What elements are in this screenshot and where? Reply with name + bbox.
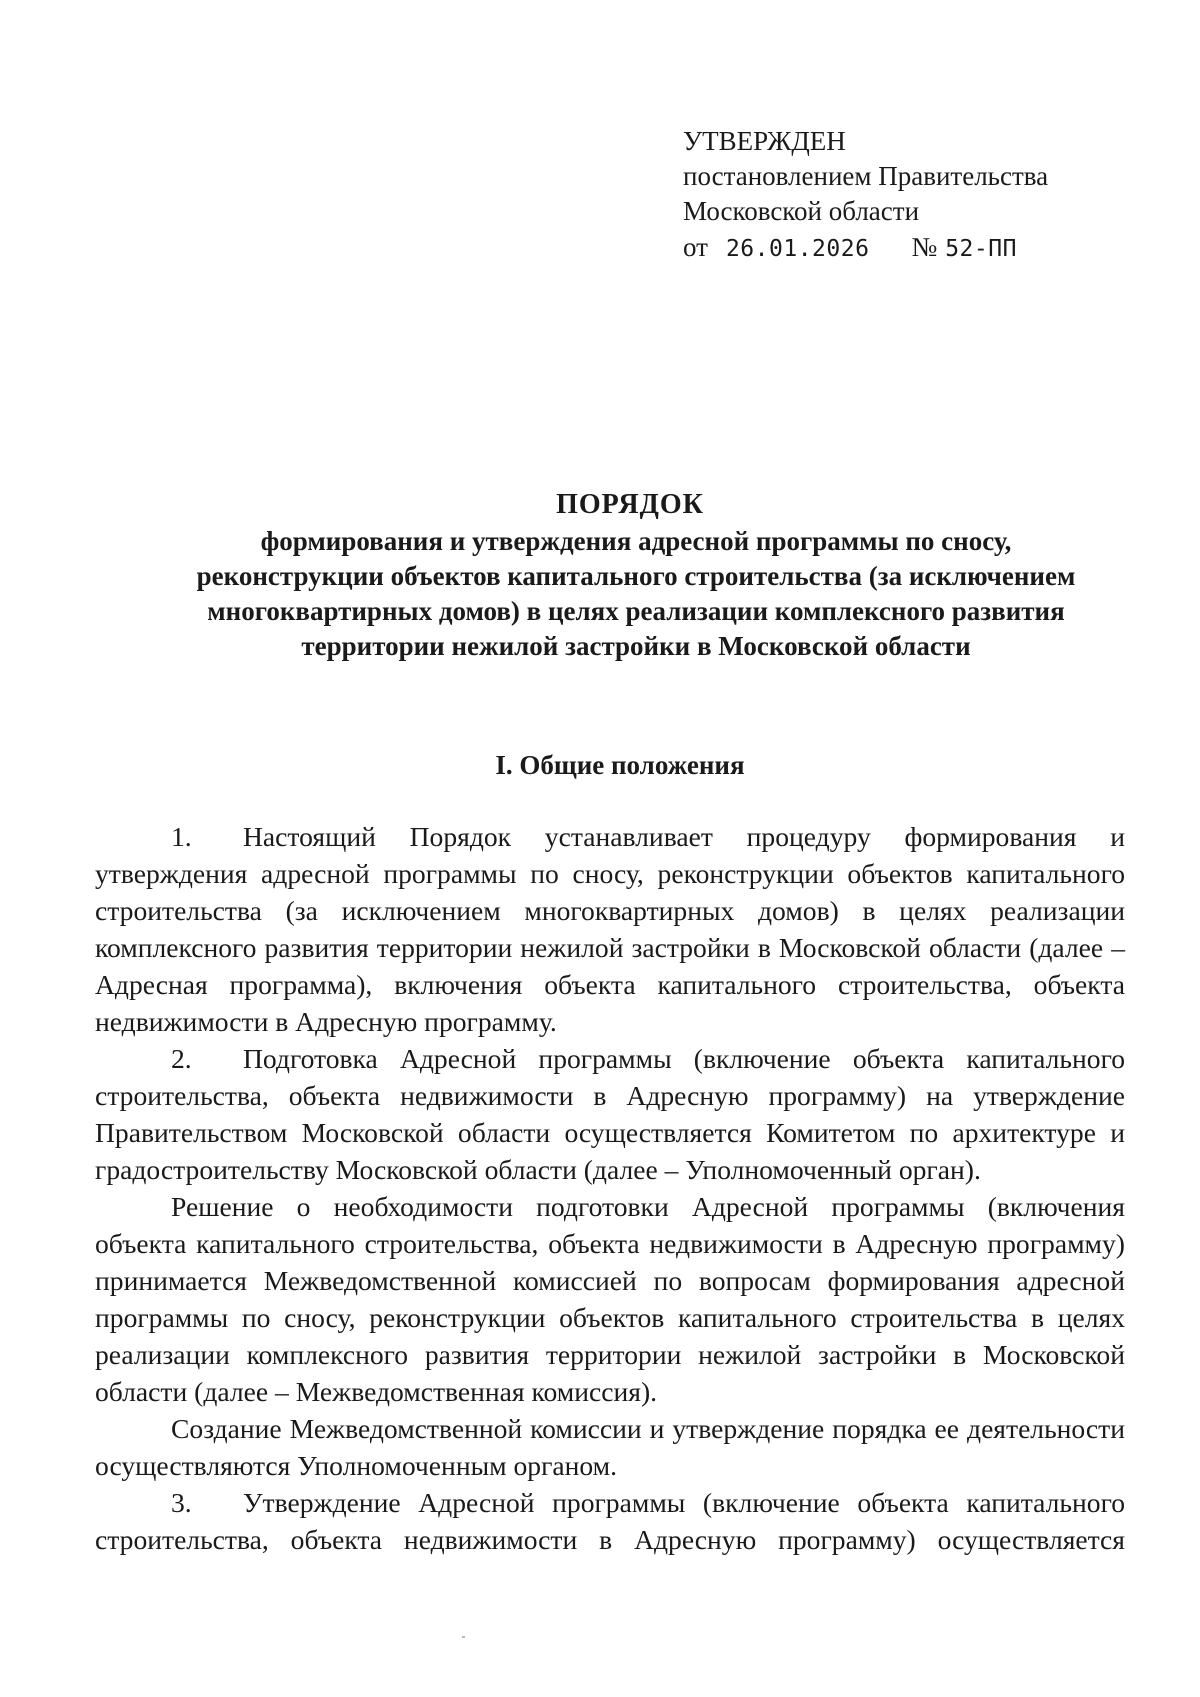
paragraph-1 [95, 818, 1125, 1040]
approval-number-label: № [911, 232, 938, 262]
approval-date-line [683, 230, 1143, 267]
document-title-block [140, 487, 1120, 664]
paragraph-number: 3. [171, 1487, 192, 1518]
paragraph-text: Решение о необходимости подготовки Адресной программы (включения объекта капитального строительства, объекта недвижимости в Адресную программу) принимается Межведомственной комиссией по вопросам формирования адресной программы по сносу, реконструкции объектов капитального строительства в целях реализации комплексного развития территории нежилой застройки в Московской области (далее – Межведомственная комиссия). [95, 1191, 1125, 1407]
approval-region: Московской области [683, 196, 920, 226]
paragraph-2-commission [95, 1410, 1125, 1484]
approval-date-prefix: от [683, 232, 708, 262]
paragraph-number: 1. [171, 821, 192, 852]
paragraph-text: Подготовка Адресной программы (включение объекта капитального строительства, объекта недвижимости в Адресную программу) на утверждение Правительством Московской области осуществляется Комитетом по архитектуре и градостроительству Московской области (далее – Уполномоченный орган). [95, 1043, 1125, 1185]
paragraph-2 [95, 1040, 1125, 1188]
document-title: ПОРЯДОК [556, 489, 704, 520]
scan-dot [462, 1636, 465, 1638]
paragraph-3 [95, 1484, 1125, 1558]
paragraph-2-decision [95, 1188, 1125, 1410]
approval-issuer: постановлением Правительства [683, 161, 1049, 191]
approval-number: 52-ПП [945, 236, 1017, 262]
approval-title: УТВЕРЖДЕН [683, 126, 846, 156]
approval-stamp [683, 124, 1143, 267]
document-subtitle: формирования и утверждения адресной программы по сносу, реконструкции объектов капитального строительства (за исключением многоквартирных домов) в целях реализации комплексного развития территории нежилой застройки в Московской области [196, 526, 1076, 661]
approval-date: 26.01.2026 [725, 236, 870, 262]
paragraph-text: Настоящий Порядок устанавливает процедуру формирования и утверждения адресной программы по сносу, реконструкции объектов капитального строительства (за исключением многоквартирных домов) в целях реализации комплексного развития территории нежилой застройки в Московской области (далее – Адресная программа), включения объекта капитального строительства, объекта недвижимости в Адресную программу. [95, 821, 1125, 1037]
paragraph-number: 2. [171, 1043, 192, 1074]
section-heading: I. Общие положения [495, 750, 745, 780]
paragraph-text: Утверждение Адресной программы (включение объекта капитального строительства, объекта недвижимости в Адресную программу) осуществляется [95, 1487, 1125, 1555]
document-body [95, 818, 1125, 1558]
paragraph-text: Создание Межведомственной комиссии и утверждение порядка ее деятельности осуществляются Уполномоченным органом. [95, 1413, 1125, 1481]
